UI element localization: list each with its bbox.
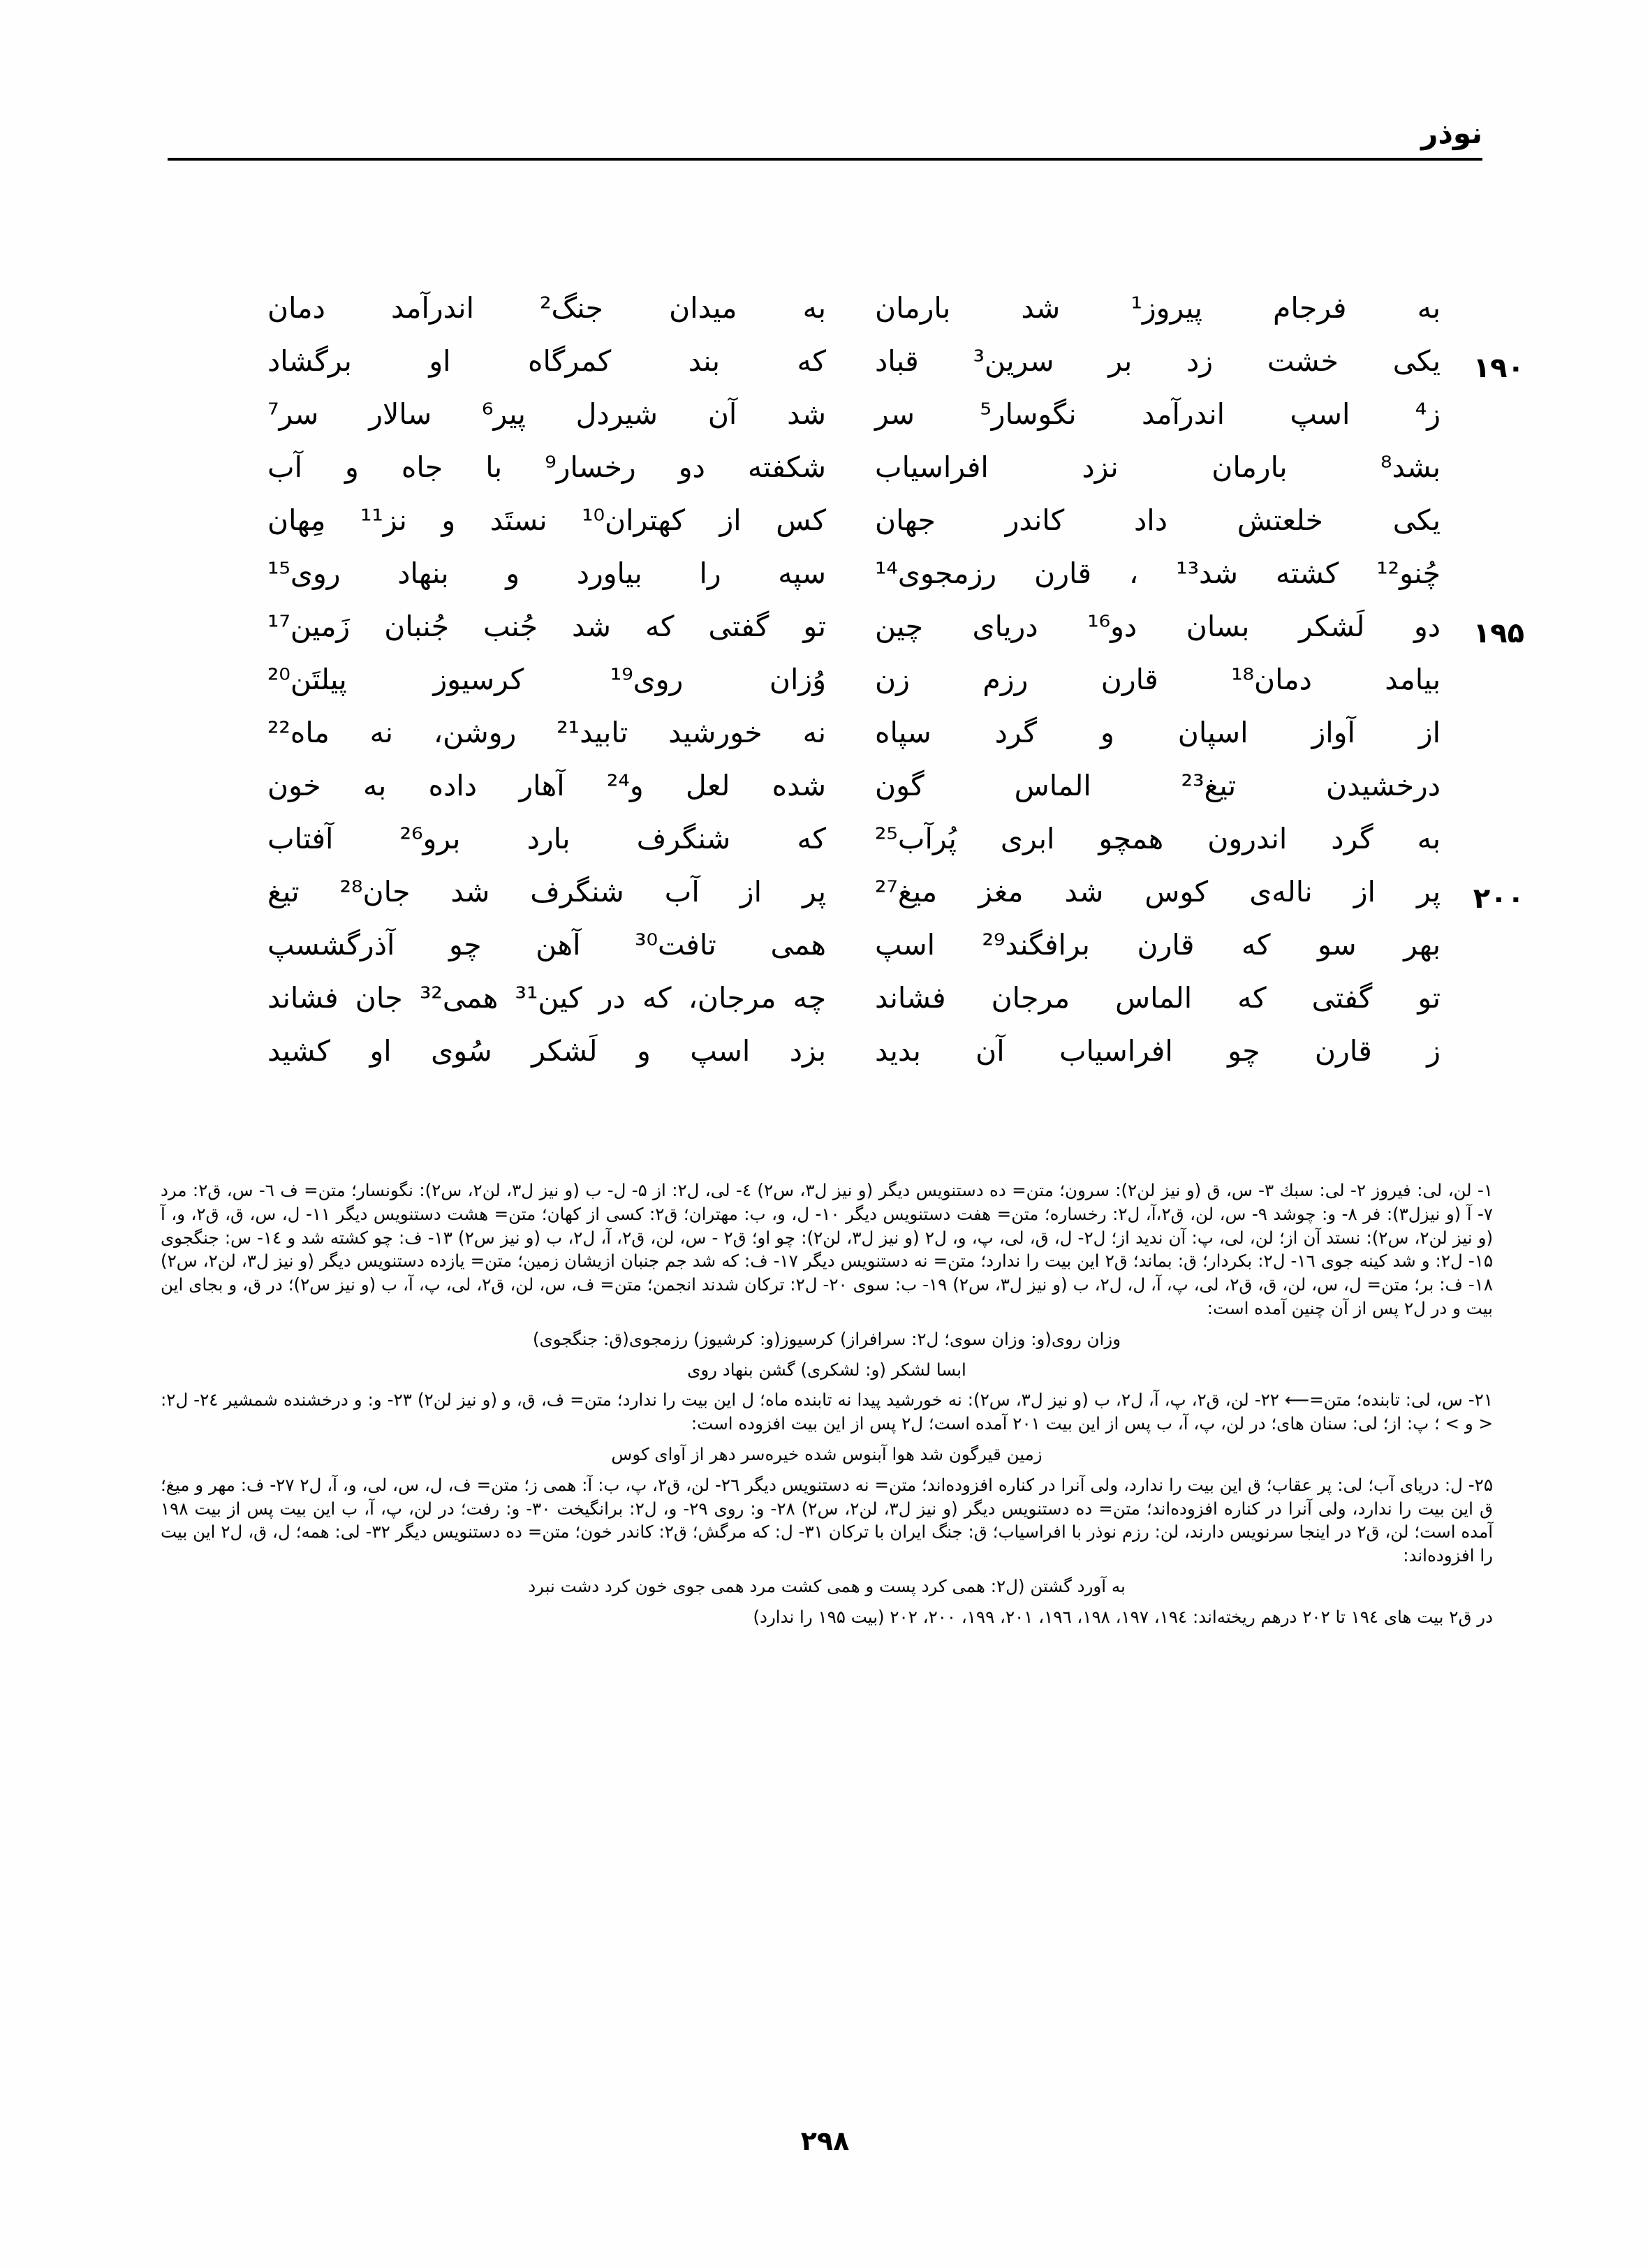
hemistich-first: بهر سو که قارن برافگند²⁹ اسپ	[875, 928, 1441, 962]
hemistich-first: پر از ناله‌ی کوس شد مغز میغ²⁷	[875, 875, 1441, 908]
hemistich-first: دو لَشکر بسان دو¹⁶ دریای چین	[875, 610, 1441, 643]
hemistich-first: چُنو¹² کشته شد¹³ ، قارن رزمجوی¹⁴	[875, 557, 1441, 590]
verse-number: ۱۹۵	[1473, 617, 1524, 649]
hemistich-first: تو گفتی که الماس مرجان فشاند	[875, 981, 1441, 1015]
page-number: ۲۹۸	[800, 2126, 850, 2156]
hemistich-first: یکی خلعتش داد کاندر جهان	[875, 503, 1441, 537]
apparatus-note: در ق۲ بیت های ۱۹٤ تا ۲۰۲ درهم ریخته‌اند: ۱۹٤، ۱۹۷، ۱۹۸، ۱۹٦، ۲۰۱، ۱۹۹، ۲۰۰، ۲۰۲ (بیت ۱۹۵ را ندارد)	[753, 1606, 1493, 1627]
hemistich-first: به گرد اندرون همچو ابری پُرآب²⁵	[875, 822, 1441, 855]
verse-couplet	[230, 930, 1441, 983]
verse-couplet	[230, 452, 1441, 506]
critical-apparatus	[161, 1179, 1493, 1630]
apparatus-quoted-verse	[161, 1575, 1493, 1598]
hemistich-first: به فرجام پیروز¹ شد بارمان	[875, 291, 1441, 325]
hemistich-second: شکفته دو رخسار⁹ با جاه و آب	[267, 450, 826, 484]
hemistich-first: ز⁴ اسپ اندرآمد نگوسار⁵ سر	[875, 397, 1441, 431]
apparatus-verse-text: زمین قیرگون شد هوا آبنوس شده خیره‌سر دهر از آوای کوس	[611, 1443, 1043, 1464]
hemistich-second: که بند کمرگاه او برگشاد	[267, 344, 826, 378]
verse-couplet	[230, 293, 1441, 346]
apparatus-verse-text: به آورد گشتن (ل۲: همی کرد پست و همی کشت مرد همی جوی خون کرد دشت نبرد	[528, 1575, 1126, 1596]
verse-couplet	[230, 718, 1441, 771]
apparatus-quoted-verse	[161, 1443, 1493, 1466]
verse-couplet	[230, 559, 1441, 612]
hemistich-second: شد آن شیردل پیر⁶ سالار سر⁷	[267, 397, 826, 431]
hemistich-second: وُزان روی¹⁹ کرسیوز پیلتَن²⁰	[267, 663, 826, 696]
hemistich-second: کس از کهتران¹⁰ نستَد و نز¹¹ مِهان	[267, 503, 826, 537]
hemistich-second: پر از آب شنگرف شد جان²⁸ تیغ	[267, 875, 826, 908]
hemistich-second: تو گفتی که شد جُنب جُنبان زَمین¹⁷	[267, 610, 826, 643]
verse-couplet	[230, 1036, 1441, 1089]
apparatus-quoted-verse	[161, 1327, 1493, 1351]
header-rule	[168, 158, 1482, 161]
hemistich-first: از آواز اسپان و گرد سپاه	[875, 716, 1441, 749]
hemistich-first: یکی خشت زد بر سرین³ قباد	[875, 344, 1441, 378]
verse-couplet	[230, 983, 1441, 1036]
hemistich-second: نه خورشید تابید²¹ روشن، نه ماه²²	[267, 716, 826, 749]
verse-couplet	[230, 344, 1524, 399]
hemistich-second: چه مرجان، که در کین³¹ همی³² جان فشاند	[267, 981, 826, 1015]
apparatus-note: ۲۵- ل: دریای آب؛ لی: پر عقاب؛ ق این بیت را ندارد، ولی آنرا در کناره افزوده‌اند؛ متن= نه دستنویس دیگر ۲٦- لن، ق۲، پ، ب: آ: همی ز؛ متن= ف، ل، س، لی، و، آ، ل۲ ۲۷- ف: مهر و میغ؛ ق این بیت را ندارد، ولی آنرا در کناره افزوده‌اند؛ متن= ده دستنویس دیگر (و نیز ل۳، لن۲، س۲) ۲۸- و: روی ۲۹- و، ل۲: برانگیخت ۳۰- و: رفت؛ در لن، پ، آ، ب این بیت پس از بیت ۱۹۸ آمده است؛ لن، ق۲ در اینجا سرنویس دارند، لن: رزم نوذر با افراسیاب؛ ق: جنگ ایران با ترکان ۳۱- ل: که مرگش؛ ق۲: کاندر خون؛ متن= ده دستنویس دیگر ۳۲- لی: همه؛ ل، ق، ل۲ این بیت را افزوده‌اند:	[161, 1474, 1494, 1566]
hemistich-first: بیامد دمان¹⁸ قارن رزم زن	[875, 663, 1441, 696]
chapter-title: نوذر	[1421, 116, 1482, 150]
verse-couplet	[230, 824, 1441, 877]
hemistich-second: که شنگرف بارد برو²⁶ آفتاب	[267, 822, 826, 855]
hemistich-second: بزد اسپ و لَشکر سُوی او کشید	[267, 1034, 826, 1068]
verse-number: ۱۹۰	[1473, 352, 1524, 384]
apparatus-verse-text: ابسا لشکر (و: لشکری) گشن بنهاد روی	[687, 1359, 966, 1380]
hemistich-first: درخشیدن تیغ²³ الماس گون	[875, 769, 1441, 802]
verse-couplet	[230, 771, 1441, 824]
hemistich-second: سپه را بیاورد و بنهاد روی¹⁵	[267, 557, 826, 590]
verse-couplet	[230, 503, 1441, 559]
hemistich-first: ز قارن چو افراسیاب آن بدید	[875, 1034, 1441, 1068]
apparatus-verse-text: وزان روی(و: وزان سوی؛ ل۲: سرافراز) کرسیوز(و: کرشیوز) رزمجوی(ق: جنگجوی)	[532, 1328, 1121, 1349]
verse-couplet	[230, 665, 1441, 718]
verse-couplet	[230, 875, 1524, 930]
verse-number: ۲۰۰	[1473, 883, 1524, 915]
apparatus-quoted-verse	[161, 1358, 1493, 1382]
hemistich-first: بشد⁸ بارمان نزد افراسیاب	[875, 450, 1441, 484]
verse-block	[230, 291, 1524, 1117]
running-head	[168, 116, 1482, 175]
hemistich-second: همی تافت³⁰ آهن چو آذرگشسپ	[267, 928, 826, 962]
hemistich-second: به ميدان جنگ² اندرآمد دمان	[267, 291, 826, 325]
apparatus-note: ۱- لن، لی: فیروز ۲- لی: سبك ۳- س، ق (و نیز لن۲): سرون؛ متن= ده دستنویس دیگر (و نیز ل۳، س۲) ٤- لی، ل۲: از ۵- ل- ب (و نیز ل۳، لن۲، س۲): نگونسار؛ متن= ف ٦- س، ق۲: مرد ۷- آ (و نیزل۳): فر ۸- و: چوشد ۹- س، لن، ق۲،آ، ل۲: رخساره؛ متن= هفت دستنویس دیگر ۱۰- ل، و، ب: مهتران؛ ق۲: کسی از کهان؛ متن= هشت دستنویس دیگر ۱۱- ل، س، ق، ق۲، و، آ (و نیز لن۲، س۲): نستد آن از؛ لن، لی، پ: آن ندید از؛ ل۲- ل، ق، لی، پ، و، ل۲ (و نیز ل۳، لن۲): چو او؛ ق۲ - س، لن، ق۲، آ، ل۲، ب (و نیز س۲) ۱۳- ف: چو کشته شد و ۱٤- س: جنگجوی ۱۵- ل۲: و شد کینه جوی ۱٦- ل۲: بکردار؛ ق: بماند؛ ق۲ این بیت را ندارد؛ متن= نه دستنویس دیگر ۱۷- ف: که شد جم جنبان ازیشان زمین؛ متن= یازده دستنویس دیگر (و نیز ل۳، لن۲، س۲) ۱۸- ف: بر؛ متن= ل، س، لن، ق، ق۲، لی، پ، آ، ل، ل۲، ب (و نیز ل۳، س۲) ۱۹- ب: سوی ۲۰- ل۲: ترکان شدند انجمن؛ متن= ف، س، لن، ق۲، لی، پ، آ، ب (و نیز س۲)؛ در ق، و بجای این بیت و در ل۲ پس از آن چنین آمده است:	[161, 1180, 1494, 1318]
verse-couplet	[230, 610, 1524, 665]
verse-couplet	[230, 399, 1441, 452]
hemistich-second: شده لعل و²⁴ آهار داده به خون	[267, 769, 826, 802]
apparatus-note: ۲۱- س، لی: تابنده؛ متن=⟵ ۲۲- لن، ق۲، پ، آ، ل۲، ب (و نیز ل۳، س۲): نه خورشید پیدا نه تابنده ماه؛ ل این بیت را ندارد؛ متن= ف، ق، و (و نیز لن۲) ۲۳- و: و درخشنده شمشیر ۲٤- ل۲: < و > ؛ پ: از؛ لی: سنان های؛ در لن، پ، آ، ب پس از این بیت ۲۰۱ آمده است؛ ل۲ پس از این بیت افزوده است:	[161, 1390, 1493, 1434]
